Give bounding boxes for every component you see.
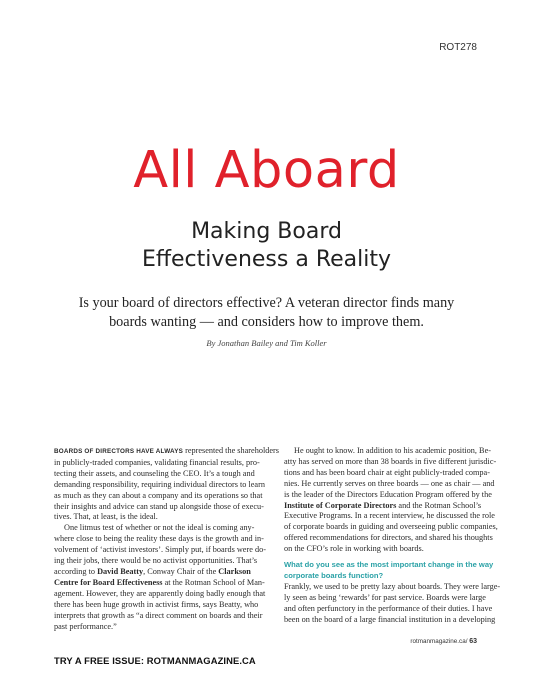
body-line: agement. However, they are apparently doing badly enough that — [54, 588, 266, 598]
article-subtitle — [0, 218, 533, 274]
body-line: on the CFO’s role in working with boards. — [284, 544, 424, 554]
body-line: tives. That, at least, is the ideal. — [54, 512, 158, 522]
body-line: interprets that growth as “a direct comment on boards and their — [54, 610, 263, 620]
page-folio — [410, 638, 477, 645]
body-line — [54, 567, 270, 578]
article-deck — [60, 294, 473, 331]
body-text: according to — [54, 566, 98, 576]
body-line: tions and has been board chair at eight publicly-traded compa- — [284, 467, 490, 477]
body-line: past performance.” — [54, 621, 117, 631]
body-line: Frankly, we used to be pretty lazy about boards. They were large- — [284, 581, 501, 591]
body-line: atty has served on more than 38 boards in five different jurisdic- — [284, 456, 497, 466]
byline: By Jonathan Bailey and Tim Koller — [206, 338, 327, 348]
body-line: in publicly-traded companies, validating financial results, pro- — [54, 457, 260, 467]
body-line: tecting their assets, and counseling the CEO. It’s a tough and — [54, 468, 255, 478]
footer-promo[interactable]: TRY A FREE ISSUE: ROTMANMAGAZINE.CA — [54, 655, 256, 666]
body-line: volvement of ‘activist investors’. Simply put, if boards were do- — [54, 545, 266, 555]
article-title: All Aboard — [133, 141, 400, 200]
lead-in: BOARDS OF DIRECTORS HAVE ALWAYS — [54, 448, 184, 455]
org-name: Clarkson — [218, 566, 251, 576]
org-name: Centre for Board Effectiveness — [54, 577, 163, 587]
body-line: demanding responsibility, requiring individual directors to learn — [54, 479, 265, 489]
folio-site: rotmanmagazine.ca/ — [410, 638, 468, 645]
subtitle-line: Making Board — [191, 219, 342, 244]
interview-question: corporate boards function? — [284, 570, 384, 580]
body-text: and the Rotman School’s — [396, 500, 482, 510]
body-line — [284, 501, 481, 512]
body-column-1 — [54, 446, 279, 632]
body-text: represented the shareholders — [183, 446, 279, 455]
body-text: at the Rotman School of Man- — [162, 577, 265, 587]
body-line: is the leader of the Directors Education Program offered by the — [284, 489, 492, 499]
body-line: ly seen as being ‘rewards’ for past service. Boards were large — [284, 592, 486, 602]
body-line — [54, 578, 270, 589]
body-text: , Conway Chair of the — [143, 566, 219, 576]
body-line: nies. He currently serves on three boards — one as chair — and — [284, 478, 495, 488]
org-name: Institute of Corporate Directors — [284, 500, 397, 510]
body-line: there has been huge growth in activist firms, says Beatty, who — [54, 599, 259, 609]
body-line: as much as they can about a company and its operations so that — [54, 490, 263, 500]
body-line: He ought to know. In addition to his academic position, Be- — [294, 446, 491, 455]
body-line: ing their jobs, there would be no activist opportunities. That’s — [54, 556, 258, 566]
body-column-2 — [284, 446, 501, 626]
body-line: of corporate boards in guiding and overseeing public companies, — [284, 522, 498, 532]
body-line: where close to being the reality these days is the growth and in- — [54, 534, 264, 544]
body-line: One litmus test of whether or not the ideal is coming any- — [64, 523, 255, 533]
person-name: David Beatty — [97, 566, 144, 576]
article-code: ROT278 — [439, 42, 477, 53]
body-line — [54, 446, 279, 458]
body-line: Executive Programs. In a recent interview, he discussed the role — [284, 511, 495, 521]
body-line: and often perfunctory in the performance of their duties. I have — [284, 603, 493, 613]
body-line: been on the board of a large financial institution in a developing — [284, 614, 496, 624]
body-line: their insights and advice can stand up alongside those of execu- — [54, 501, 264, 511]
body-line: offered recommendations for directors, and shared his thoughts — [284, 533, 493, 543]
page-number: 63 — [469, 638, 477, 645]
subtitle-line: Effectiveness a Reality — [141, 247, 392, 272]
deck-line: Is your board of directors effective? A veteran director finds many — [78, 295, 455, 311]
deck-line: boards wanting — and considers how to improve them. — [109, 313, 424, 330]
interview-question: What do you see as the most important change in the way — [284, 560, 494, 570]
